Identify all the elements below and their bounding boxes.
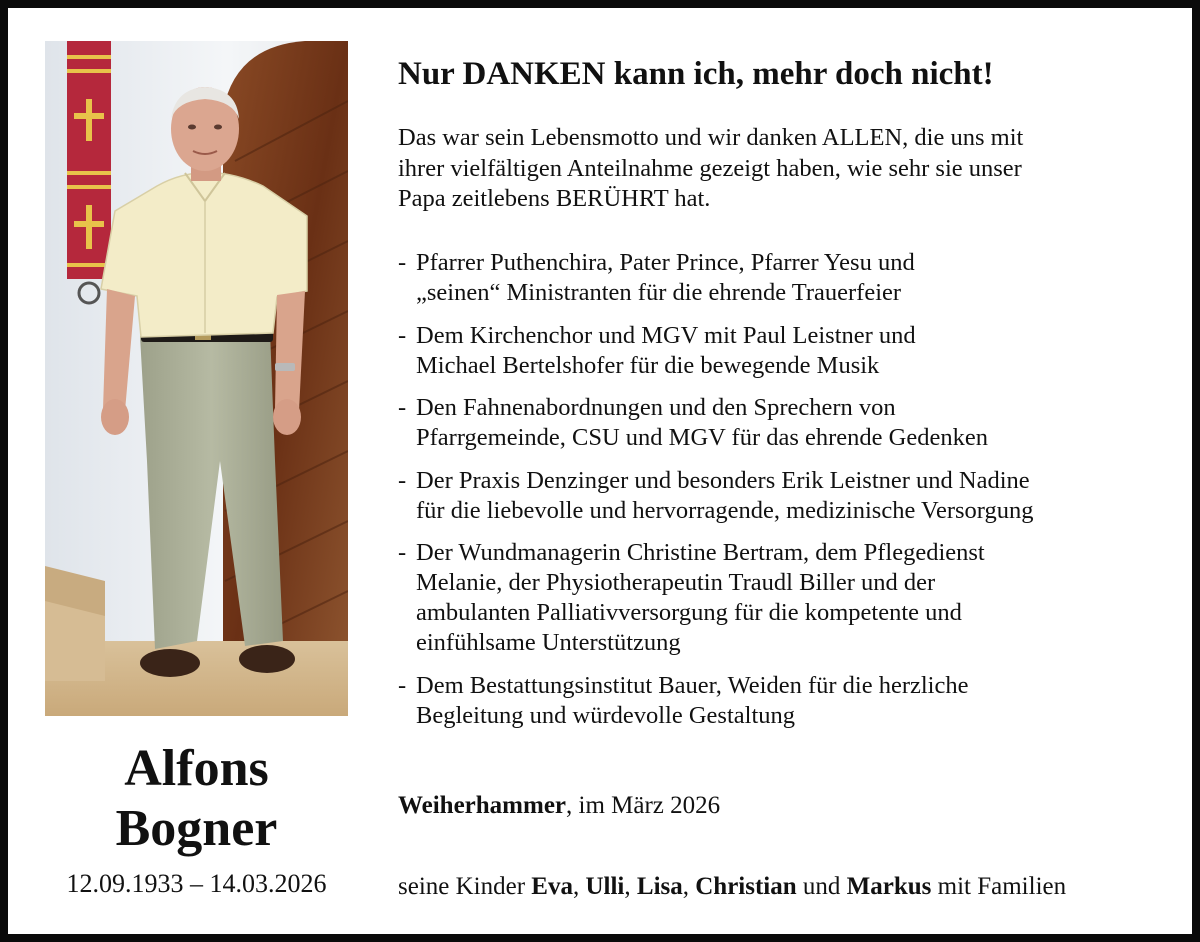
thanks-line: Dem Kirchenchor und MGV mit Paul Leistner und	[416, 321, 916, 349]
thanks-line: „seinen“ Ministranten für die ehrende Trauerfeier	[416, 279, 902, 306]
intro-line: Das war sein Lebensmotto und wir danken ALLEN, die uns mit	[398, 124, 1024, 151]
family-signature	[398, 873, 1066, 901]
life-dates: 12.09.1933 – 14.03.2026	[66, 869, 327, 898]
portrait-illustration	[45, 41, 348, 716]
thanks-item	[398, 248, 1158, 308]
deceased-last-name: Bogner	[115, 800, 278, 857]
thanks-line: Der Wundmanagerin Christine Bertram, dem Pflegedienst	[416, 539, 985, 566]
intro-line: ihrer vielfältigen Anteilnahme gezeigt haben, wie sehr sie unser	[398, 154, 1022, 182]
list-dash: -	[398, 394, 407, 421]
child-name: Eva	[531, 873, 573, 900]
thanks-line: ambulanten Palliativversorgung für die kompetente und	[416, 599, 962, 626]
thanks-line: Begleitung und würdevolle Gestaltung	[416, 701, 795, 729]
child-name: Lisa	[636, 873, 683, 900]
portrait-photo	[45, 41, 348, 716]
place-date-text: , im März 2026	[566, 792, 721, 819]
thanks-list	[398, 248, 1158, 743]
thanks-item	[398, 466, 1158, 526]
intro-line: Papa zeitlebens BERÜHRT hat.	[398, 185, 711, 212]
deceased-first-name: Alfons	[124, 740, 269, 797]
thanks-item	[398, 538, 1158, 658]
separator: ,	[624, 873, 637, 900]
thanks-line: Der Praxis Denzinger und besonders Erik Leistner und Nadine	[416, 466, 1030, 494]
child-name: Ulli	[585, 873, 625, 900]
thanks-item	[398, 393, 1158, 453]
separator: ,	[682, 873, 696, 900]
headline: Nur DANKEN kann ich, mehr doch nicht!	[398, 56, 994, 92]
separator: ,	[572, 873, 586, 900]
family-prefix: seine Kinder	[398, 873, 532, 900]
thanks-line: Pfarrer Puthenchira, Pater Prince, Pfarrer Yesu und	[416, 249, 915, 276]
separator: und	[796, 873, 847, 900]
thanks-line: einfühlsame Unterstützung	[416, 629, 681, 656]
list-dash: -	[398, 466, 407, 494]
list-dash: -	[398, 321, 407, 349]
intro-paragraph	[398, 123, 1138, 215]
thanks-line: für die liebevolle und hervorragende, medizinische Versorgung	[416, 496, 1034, 524]
list-dash: -	[398, 671, 407, 699]
thanks-line: Melanie, der Physiotherapeutin Traudl Biller und der	[416, 569, 936, 596]
list-dash: -	[398, 539, 407, 566]
thanks-line: Michael Bertelshofer für die bewegende Musik	[416, 351, 880, 379]
place-and-date	[398, 792, 720, 820]
thanks-line: Den Fahnenabordnungen und den Sprechern von	[416, 394, 896, 421]
thanks-line: Dem Bestattungsinstitut Bauer, Weiden für die herzliche	[416, 671, 969, 699]
family-suffix: mit Familien	[931, 873, 1067, 900]
thanks-item	[398, 321, 1158, 381]
child-name: Christian	[695, 873, 797, 900]
town-name: Weiherhammer	[398, 792, 567, 819]
child-name: Markus	[846, 873, 932, 900]
thanks-item	[398, 671, 1158, 731]
thanks-line: Pfarrgemeinde, CSU und MGV für das ehrende Gedenken	[416, 424, 988, 451]
list-dash: -	[398, 249, 407, 276]
